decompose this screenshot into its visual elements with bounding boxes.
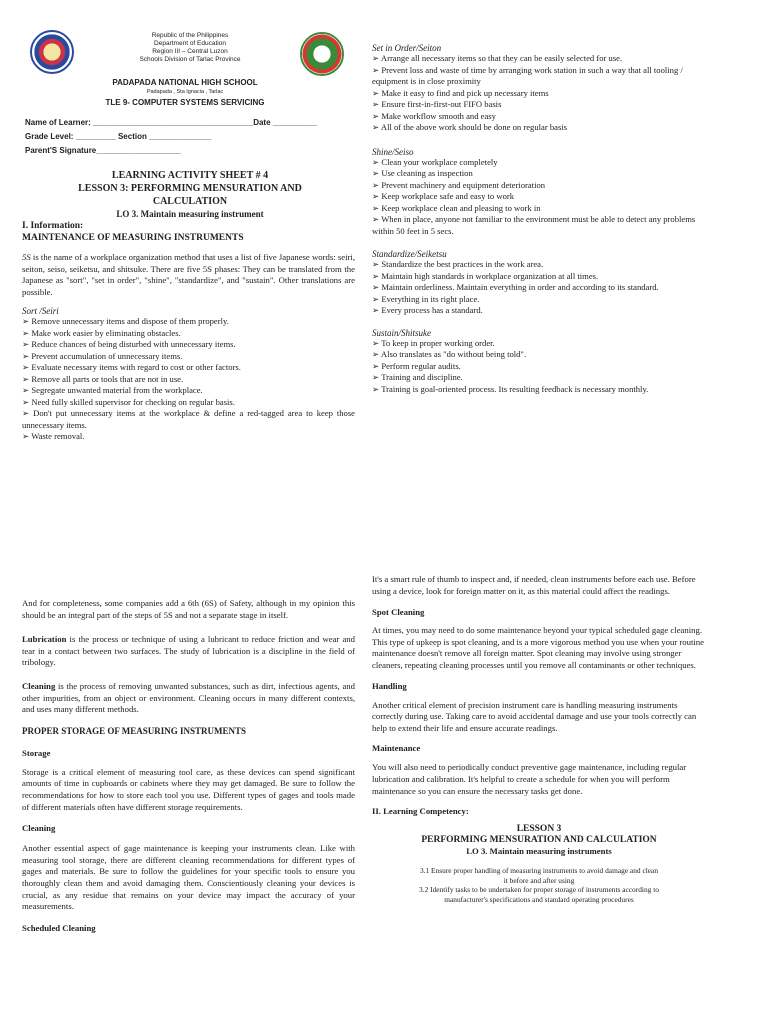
lubrication-text: is the process or technique of using a lubricant to reduce friction and wear and tear in a contact between two surfaces. The study of lubrication is a discipline in the field of tribology. [22, 634, 355, 668]
competency-3-2-line2: manufacturer's specifications and standard operating procedures [444, 894, 634, 904]
page2-left [22, 598, 355, 933]
list-item: ➢ Perform regular audits. [372, 360, 461, 371]
list-item: ➢ Everything in its right place. [372, 293, 480, 304]
list-item: ➢ Training and discipline. [372, 372, 463, 382]
competency-3-1 [372, 866, 706, 885]
header-deped: Department of Education [154, 40, 226, 47]
cleaning-text: is the process of removing unwanted substances, such as dirt, infectious agents, and other impurities, from an object or environment. Cleaning occurs in many different contexts, and uses many different methods. [22, 680, 355, 715]
list-item: ➢ Maintain high standards in workplace organization at all times. [372, 270, 599, 281]
intro-text: is the name of a workplace organization method that uses a list of five Japanese words: seiri, seiton, seiso, seiketsu, and shitsuke. There are five 5S phases: They can be translated from the Japanese as "sort", "set in order", "shine", "standardize", and "sustain". Other translations are possible. [22, 252, 355, 297]
list-item: ➢ Prevent accumulation of unnecessary items. [22, 350, 183, 361]
proper-storage-heading: PROPER STORAGE OF MEASURING INSTRUMENTS [22, 725, 247, 736]
grade-section-field: Grade Level: _________ Section ______________ [25, 132, 212, 141]
list-item: ➢ Arrange all necessary items so that they can be easily selected for use. [372, 53, 623, 63]
list-item: ➢ Clean your workplace completely [372, 156, 498, 167]
list-item: ➢ Prevent machinery and equipment deterioration [372, 179, 546, 190]
storage-heading: Storage [22, 747, 51, 758]
lubrication-term: Lubrication [22, 634, 67, 645]
activity-title [40, 169, 340, 221]
list-item: ➢ Every process has a standard. [372, 305, 483, 315]
set-in-order-heading: Set in Order/Seiton [372, 43, 442, 53]
title-calculation: CALCULATION [152, 196, 228, 207]
parent-signature-field: Parent'S Signature___________________ [25, 146, 181, 155]
cleaning-paragraph [22, 681, 355, 716]
title-lo: LO 3. Maintain measuring instrument [116, 209, 264, 219]
sustain-list [372, 338, 706, 396]
header-republic: Republic of the Philippines [151, 32, 229, 39]
standardize-list [372, 259, 706, 317]
list-item: ➢ When in place, anyone not familiar to the environment must be able to detect any problems within 50 feet in 5 secs. [372, 214, 696, 236]
info-section [22, 221, 355, 443]
competency-heading: II. Learning Competency: [372, 806, 469, 817]
list-item: ➢ All of the above work should be done on regular basis [372, 122, 568, 132]
storage-paragraph: Storage is a critical element of measuring tool care, as these devices can spend significant amounts of time in cupboards or cabinets where they may get damaged. Be sure to follow the recommendations for how to store each tool you use. Different types of gages and tools made of different materials often have different storage requirements. [22, 766, 355, 812]
competency-3-2-line1: 3.2 Identify tasks to be undertaken for proper storage of instruments according to [419, 885, 659, 895]
competency-3-2 [372, 885, 706, 904]
spot-cleaning-heading: Spot Cleaning [372, 607, 425, 618]
list-item: ➢ Don't put unnecessary items at the workplace & define a red-tagged area to keep those unnecessary items. [22, 408, 355, 430]
list-item: ➢ Maintain orderliness. Maintain everything in order and according to its standard. [372, 282, 659, 292]
sort-heading: Sort /Seiri [22, 306, 59, 317]
shine-list [372, 157, 706, 238]
list-item: ➢ Keep workplace clean and pleasing to work in [372, 202, 541, 213]
list-item: ➢ Prevent loss and waste of time by arranging work station in such a way that all tooling / equipment is in close proximity [372, 64, 683, 86]
list-item: ➢ Ensure first-in-first-out FIFO basis [372, 99, 502, 109]
list-item: ➢ To keep in proper working order. [372, 337, 495, 348]
list-item: ➢ Need fully skilled supervisor for checking on regular basis. [22, 396, 235, 407]
list-item: ➢ Make workflow smooth and easy [372, 110, 496, 121]
handling-heading: Handling [372, 680, 407, 691]
competency-lesson-title: PERFORMING MENSURATION AND CALCULATION [421, 835, 657, 846]
list-item: ➢ Standardize the best practices in the work area. [372, 259, 544, 269]
list-item: ➢ Reduce chances of being disturbed with unnecessary items. [22, 339, 236, 350]
safety-paragraph: And for completeness, some companies add a 6th (6S) of Safety, although in my opinion this should be an integral part of the steps of 5S and not a separate stage in itself. [22, 598, 355, 620]
list-item: ➢ Also translates as "do without being told". [372, 349, 527, 359]
intro-lead: 5S [22, 252, 31, 262]
maintenance-paragraph: You will also need to periodically conduct preventive gage maintenance, including regular lubrication and calibration. It's helpful to create a schedule for when you will perform maintenance so you can ensure the necessary tasks get done. [372, 762, 687, 796]
list-item: ➢ Make it easy to find and pick up necessary items [372, 87, 549, 98]
sort-list [22, 316, 355, 443]
school-seal-logo [300, 32, 344, 76]
cleaning-term: Cleaning [22, 680, 56, 691]
list-item: ➢ Make work easier by eliminating obstacles. [22, 327, 181, 338]
list-item: ➢ Keep workplace safe and easy to work [372, 191, 515, 201]
letterhead [100, 32, 280, 64]
competency-lesson: LESSON 3 [516, 824, 562, 835]
header-region: Region III – Central Luzon [152, 48, 228, 55]
handling-paragraph: Another critical element of precision instrument care is handling measuring instruments correctly during use. Taking care to avoid accidental damage and use your tools correctly can help to extend their life and ensure accurate readings. [372, 699, 697, 733]
cleaning-heading: Cleaning [22, 823, 56, 834]
list-item: ➢ Evaluate necessary items with regard to cost or other factors. [22, 362, 241, 373]
list-item: ➢ Waste removal. [22, 431, 85, 442]
title-lesson: LESSON 3: PERFORMING MENSURATION AND [78, 183, 302, 194]
list-item: ➢ Segregate unwanted material from the workplace. [22, 385, 203, 396]
cleaning-details-paragraph: Another essential aspect of gage maintenance is keeping your instruments clean. Like with measuring tool storage, there are different cleaning recommendations for different types of gages and materials. Be sure to follow the guidelines for your specific tools to ensure you thoroughly clean them and avoid damaging them. Conscientiously cleaning your devices is crucial, as any residue that remains on your device may impact the accuracy of your measurements. [22, 843, 355, 912]
list-item: ➢ Training is goal-oriented process. Its resulting feedback is necessary monthly. [372, 383, 649, 394]
info-heading: I. Information: [22, 221, 84, 231]
learner-name-field: Name of Learner: ____________________________________Date __________ [25, 118, 318, 127]
subject-title: TLE 9- COMPUTER SYSTEMS SERVICING [105, 98, 265, 107]
page2-right [372, 574, 706, 904]
competency-3-1-line2: it before and after using [503, 875, 575, 885]
intro-paragraph [22, 252, 355, 298]
title-sheet: LEARNING ACTIVITY SHEET # 4 [111, 170, 269, 181]
competency-lo: LO 3. Maintain measuring instruments [466, 846, 612, 857]
list-item: ➢ Remove all parts or tools that are not in use. [22, 373, 184, 384]
header-division: Schools Division of Tarlac Province [139, 56, 241, 63]
school-name: PADAPADA NATIONAL HIGH SCHOOL [112, 78, 258, 87]
set-in-order-list [372, 53, 706, 134]
maintenance-heading: Maintenance [372, 743, 421, 754]
deped-seal-logo [30, 30, 74, 74]
sustain-heading: Sustain/Shitsuke [372, 327, 431, 338]
competency-3-1-line1: 3.1 Ensure proper handling of measuring instruments to avoid damage and clean [419, 866, 659, 876]
scheduled-cleaning-heading: Scheduled Cleaning [22, 922, 96, 933]
info-subheading: MAINTENANCE OF MEASURING INSTRUMENTS [22, 233, 244, 243]
thumb-rule-paragraph: It's a smart rule of thumb to inspect and, if needed, clean instruments before each use. Before using a device, look for foreign matter on it, as this material could affect the readings. [372, 574, 696, 596]
phases-section [372, 43, 706, 395]
spot-cleaning-paragraph: At times, you may need to do some maintenance beyond your typical scheduled gage cleaning. This type of upkeep is spot cleaning, and is a more vigorous method you use when your routine maintenance doesn't remove all foreign matter. Spot cleaning may involve using stronger cleaners, repeating cleaning processes until you remove all contaminants or other techniques. [372, 625, 704, 670]
school-address: Padapada , Sta Ignacia , Tarlac [146, 89, 224, 95]
list-item: ➢ Use cleaning as inspection [372, 168, 473, 178]
standardize-heading: Standardize/Seiketsu [372, 249, 447, 259]
list-item: ➢ Remove unnecessary items and dispose of them properly. [22, 316, 229, 327]
shine-heading: Shine/Seiso [372, 146, 414, 157]
lubrication-paragraph [22, 634, 355, 669]
